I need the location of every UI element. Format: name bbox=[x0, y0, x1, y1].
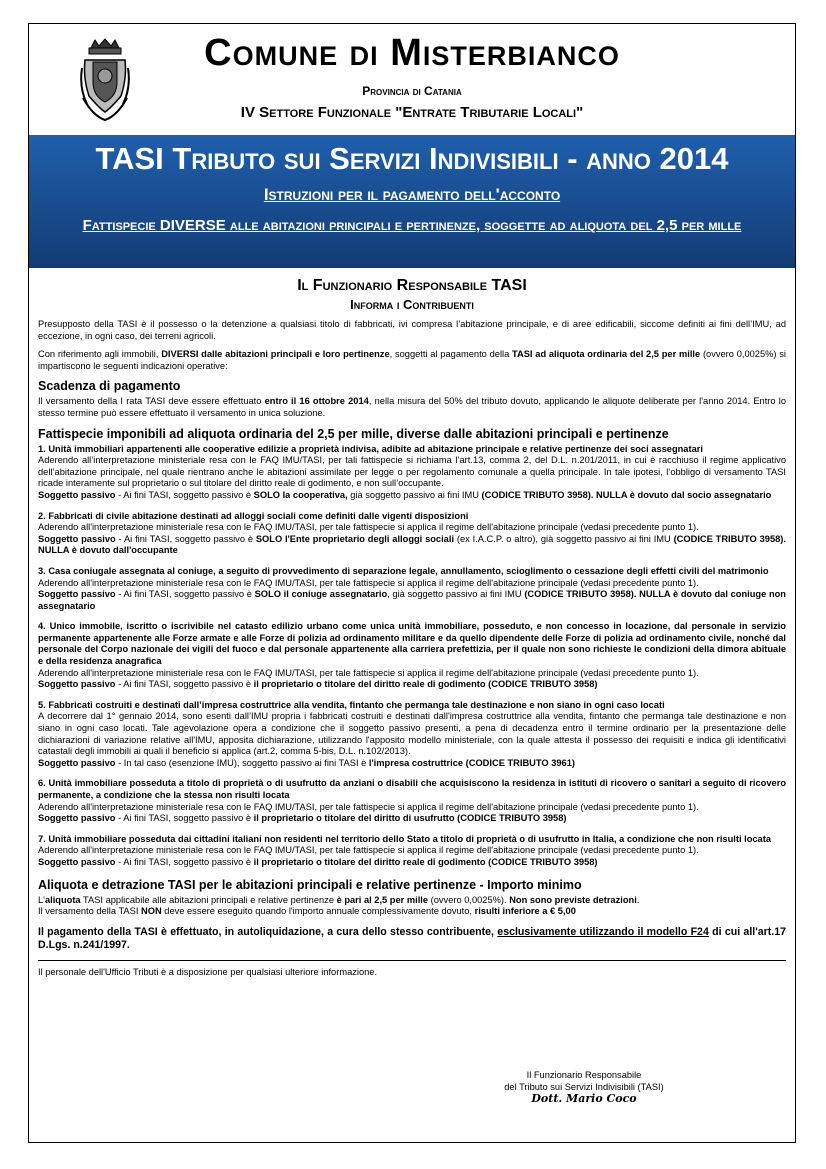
fattispecie-item bbox=[38, 834, 786, 869]
intro-paragraph-1: Presupposto della TASI è il possesso o la detenzione a qualsiasi titolo di fabbricati, ivi compresa l’abitazione principale, e di aree edificabili, siccome definiti ai fini dell’IMU, ad eccezione, in ogni caso, dei terreni agricoli. bbox=[38, 319, 786, 341]
fattispecie-heading: Fattispecie imponibili ad aliquota ordinaria del 2,5 per mille, diverse dalle abitazioni principali e pertinenze bbox=[38, 426, 669, 441]
item-soggetto-passivo bbox=[38, 857, 786, 869]
scadenza-heading: Scadenza di pagamento bbox=[38, 379, 181, 394]
signature-block bbox=[484, 1069, 684, 1105]
signature: Dott. Mario Coco bbox=[531, 1092, 637, 1105]
soggetto-passivo-bold-2: (CODICE TRIBUTO 3958). NULLA è dovuto dall'occupante bbox=[38, 533, 786, 556]
item-body: Aderendo all’interpretazione ministeriale resa con le FAQ IMU/TASI, per tali fattispecie si richiama l’art.13, comma 2, del D.L. n.201/2011, in cui è racchiuso il regime applicativo dell’abitazione principale, nel quale rientrano anche le abitazioni assimilate per legge o per regolamento comunale a quella principale. In tale ipotesi, l’obbligo di versamento TASI ricade interamente sul proprietario o sul titolare del diritto reale di godimento, e non sull’occupante. bbox=[38, 455, 786, 489]
signer-role: Il Funzionario Responsabile bbox=[526, 1070, 642, 1080]
item-title: 3. Casa coniugale assegnata al coniuge, a seguito di provvedimento di separazione legale, annullamento, scioglimento o cessazione degli effetti civili del matrimonio bbox=[38, 565, 769, 576]
soggetto-passivo-text: - In tal caso (esenzione IMU), soggetto passivo ai fini TASI è bbox=[115, 757, 369, 768]
fattispecie-item bbox=[38, 778, 786, 824]
document-frame bbox=[28, 23, 796, 1143]
soggetto-passivo-bold: il proprietario o titolare del diritto reale di godimento (CODICE TRIBUTO 3958) bbox=[253, 679, 598, 690]
intro-heading: Il Funzionario Responsabile TASI bbox=[297, 277, 527, 294]
soggetto-passivo-text: - Ai fini TASI, soggetto passivo è bbox=[115, 679, 254, 690]
soggetto-passivo-text-2: (ex I.A.C.P. o altro), già soggetto passivo ai fini IMU bbox=[454, 533, 674, 544]
signer-office: del Tributo sui Servizi Indivisibili (TASI) bbox=[504, 1082, 664, 1092]
item-title: 4. Unico immobile, iscritto o iscrivibile nel catasto edilizio urbano come unica unità immobiliare, posseduto, e non concesso in locazione, dal personale in servizio permanente appartenente alle Forze armate e alle Forze di polizia ad ordinamento militare e da quello dipendente delle Forze di polizia ad ordinamento civile, nonché dal personale del Corpo nazionale dei vigili del fuoco e dal personale appartenente alla carriera prefettizia, per il quale non sono richieste le condizioni della dimora abituale e della residenza anagrafica bbox=[38, 621, 786, 667]
soggetto-passivo-text: - Ai fini TASI, soggetto passivo è bbox=[115, 813, 254, 824]
soggetto-passivo-label: Soggetto passivo bbox=[38, 489, 116, 500]
scadenza-text: Il versamento della I rata TASI deve essere effettuato entro il 16 ottobre 2014, nella misura del 50% del tributo dovuto, applicando le aliquote deliberate per l'anno 2014. Entro lo stesso termine può essere effettuato il versamento in unica soluzione. bbox=[38, 396, 786, 418]
payment-notice: Il pagamento della TASI è effettuato, in autoliquidazione, a cura dello stesso contribuente, esclusivamente utilizzando il modello F24 di cui all'art.17 D.Lgs. n.241/1997. bbox=[38, 925, 786, 951]
soggetto-passivo-bold: SOLO l'Ente proprietario degli alloggi sociali bbox=[255, 533, 455, 544]
aliquota-line-1: L'aliquota TASI applicabile alle abitazioni principali e relative pertinenze è pari al 2,5 per mille (ovvero 0,0025%). Non sono previste detrazioni. bbox=[38, 894, 640, 905]
soggetto-passivo-bold: l'impresa costruttrice (CODICE TRIBUTO 3961) bbox=[368, 757, 575, 768]
header bbox=[29, 24, 795, 132]
sector-label: IV Settore Funzionale "Entrate Tributarie Locali" bbox=[240, 104, 584, 121]
fattispecie-item bbox=[38, 621, 786, 691]
intro-paragraph-2: Con riferimento agli immobili, DIVERSI dalle abitazioni principali e loro pertinenze, soggetti al pagamento della TASI ad aliquota ordinaria del 2,5 per mille (ovvero 0,0025%) si impartiscono le seguenti indicazioni operative: bbox=[38, 349, 786, 371]
item-body: A decorrere dal 1° gennaio 2014, sono esenti dall’IMU propria i fabbricati costruiti e destinati dall'impresa costruttrice alla vendita, fintanto che permanga tale destinazione e non siano in ogni caso locati. Tale agevolazione opera a condizione che il soggetto passivo presenti, a pena di decadenza entro il termine ordinario per la presentazione delle dichiarazioni di variazione relative all'IMU, apposita dichiarazione, utilizzando l'apposito modello ministeriale, con la quale attesta il possesso dei requisiti e indica gli identificativi catastali degli immobili ai quali il beneficio si applica (art.2, comma 5-bis, D.L. n.102/2013). bbox=[38, 711, 786, 757]
item-title: 2. Fabbricati di civile abitazione destinati ad alloggi sociali come definiti dalle vigenti disposizioni bbox=[38, 510, 469, 521]
intro-subheading: Informa i Contribuenti bbox=[350, 297, 474, 312]
item-soggetto-passivo bbox=[38, 589, 786, 612]
item-soggetto-passivo bbox=[38, 534, 786, 557]
soggetto-passivo-text-2: già soggetto passivo ai fini IMU bbox=[347, 489, 482, 500]
banner-subtitle: Istruzioni per il pagamento dell'acconto bbox=[263, 185, 561, 204]
item-body: Aderendo all'interpretazione ministeriale resa con le FAQ IMU/TASI, per tale fattispecie si applica il regime dell'abitazione principale (vedasi precedente punto 1). bbox=[38, 845, 699, 856]
soggetto-passivo-label: Soggetto passivo bbox=[38, 589, 116, 600]
item-soggetto-passivo bbox=[38, 813, 786, 825]
item-body: Aderendo all'interpretazione ministeriale resa con le FAQ IMU/TASI, per tale fattispecie si applica il regime dell'abitazione principale (vedasi precedente punto 1). bbox=[38, 667, 699, 678]
item-soggetto-passivo bbox=[38, 490, 786, 502]
item-soggetto-passivo bbox=[38, 679, 786, 691]
item-body: Aderendo all'interpretazione ministeriale resa con le FAQ IMU/TASI, per tale fattispecie si applica il regime dell'abitazione principale (vedasi precedente punto 1). bbox=[38, 577, 699, 588]
soggetto-passivo-label: Soggetto passivo bbox=[38, 533, 116, 544]
soggetto-passivo-text: - Ai fini TASI, soggetto passivo è bbox=[115, 489, 254, 500]
item-title: 1. Unità immobiliari appartenenti alle cooperative edilizie a proprietà indivisa, adibite ad abitazione principale e relative pertinenze dei soci assegnatari bbox=[38, 443, 703, 454]
aliquota-heading: Aliquota e detrazione TASI per le abitazioni principali e relative pertinenze - Importo minimo bbox=[38, 877, 582, 892]
item-body: Aderendo all'interpretazione ministeriale resa con le FAQ IMU/TASI, per tale fattispecie si applica il regime dell'abitazione principale (vedasi precedente punto 1). bbox=[38, 801, 699, 812]
soggetto-passivo-bold: il proprietario o titolare del diritto di usufrutto (CODICE TRIBUTO 3958) bbox=[253, 813, 567, 824]
soggetto-passivo-label: Soggetto passivo bbox=[38, 813, 116, 824]
soggetto-passivo-label: Soggetto passivo bbox=[38, 856, 116, 867]
soggetto-passivo-text: - Ai fini TASI, soggetto passivo è bbox=[115, 533, 256, 544]
fattispecie-list bbox=[38, 444, 786, 869]
item-soggetto-passivo bbox=[38, 758, 786, 770]
soggetto-passivo-label: Soggetto passivo bbox=[38, 757, 116, 768]
item-title: 7. Unità immobiliare posseduta dai cittadini italiani non residenti nel territorio dello Stato a titolo di proprietà o di usufrutto in Italia, a condizione che non risulti locata bbox=[38, 833, 771, 844]
main-content bbox=[38, 272, 786, 978]
fattispecie-item bbox=[38, 444, 786, 502]
soggetto-passivo-text: - Ai fini TASI, soggetto passivo è bbox=[115, 856, 254, 867]
page-title: Comune di Misterbianco bbox=[204, 32, 620, 74]
soggetto-passivo-text: - Ai fini TASI, soggetto passivo è bbox=[115, 589, 255, 600]
title-banner bbox=[29, 135, 795, 268]
soggetto-passivo-label: Soggetto passivo bbox=[38, 679, 116, 690]
soggetto-passivo-bold: il proprietario o titolare del diritto reale di godimento (CODICE TRIBUTO 3958) bbox=[253, 856, 598, 867]
footer-note: Il personale dell'Ufficio Tributi è a disposizione per qualsiasi ulteriore informazione. bbox=[38, 966, 378, 977]
divider bbox=[38, 960, 786, 961]
fattispecie-item bbox=[38, 566, 786, 612]
banner-title: TASI Tributo sui Servizi Indivisibili - anno 2014 bbox=[95, 141, 729, 176]
item-title: 5. Fabbricati costruiti e destinati dall’impresa costruttrice alla vendita, fintanto che permanga tale destinazione e non siano in ogni caso locati bbox=[38, 699, 665, 710]
fattispecie-item bbox=[38, 511, 786, 557]
fattispecie-item bbox=[38, 700, 786, 770]
item-title: 6. Unità immobiliare posseduta a titolo di proprietà o di usufrutto da anziani o disabili che acquisiscono la residenza in istituti di ricovero o sanitari a seguito di ricovero permanente, a condizione che la stessa non risulti locata bbox=[38, 778, 786, 800]
soggetto-passivo-text-2: , già soggetto passivo ai fini IMU bbox=[387, 589, 525, 600]
item-body: Aderendo all'interpretazione ministeriale resa con le FAQ IMU/TASI, per tale fattispecie si applica il regime dell'abitazione principale (vedasi precedente punto 1). bbox=[38, 522, 699, 533]
soggetto-passivo-bold: SOLO la cooperativa, bbox=[253, 489, 348, 500]
banner-fattispecie: Fattispecie DIVERSE alle abitazioni principali e pertinenze, soggette ad aliquota del 2,5 per mille bbox=[82, 217, 742, 234]
aliquota-line-2: Il versamento della TASI NON deve essere eseguito quando l'importo annuale complessivamente dovuto, risulti inferiore a € 5,00 bbox=[38, 906, 576, 917]
soggetto-passivo-bold: SOLO il coniuge assegnatario bbox=[254, 589, 388, 600]
soggetto-passivo-bold-2: (CODICE TRIBUTO 3958). NULLA è dovuto dal socio assegnatario bbox=[481, 489, 772, 500]
province-label: Provincia di Catania bbox=[362, 84, 462, 98]
soggetto-passivo-bold-2: (CODICE TRIBUTO 3958). NULLA è dovuto dal coniuge non assegnatario bbox=[38, 589, 786, 611]
